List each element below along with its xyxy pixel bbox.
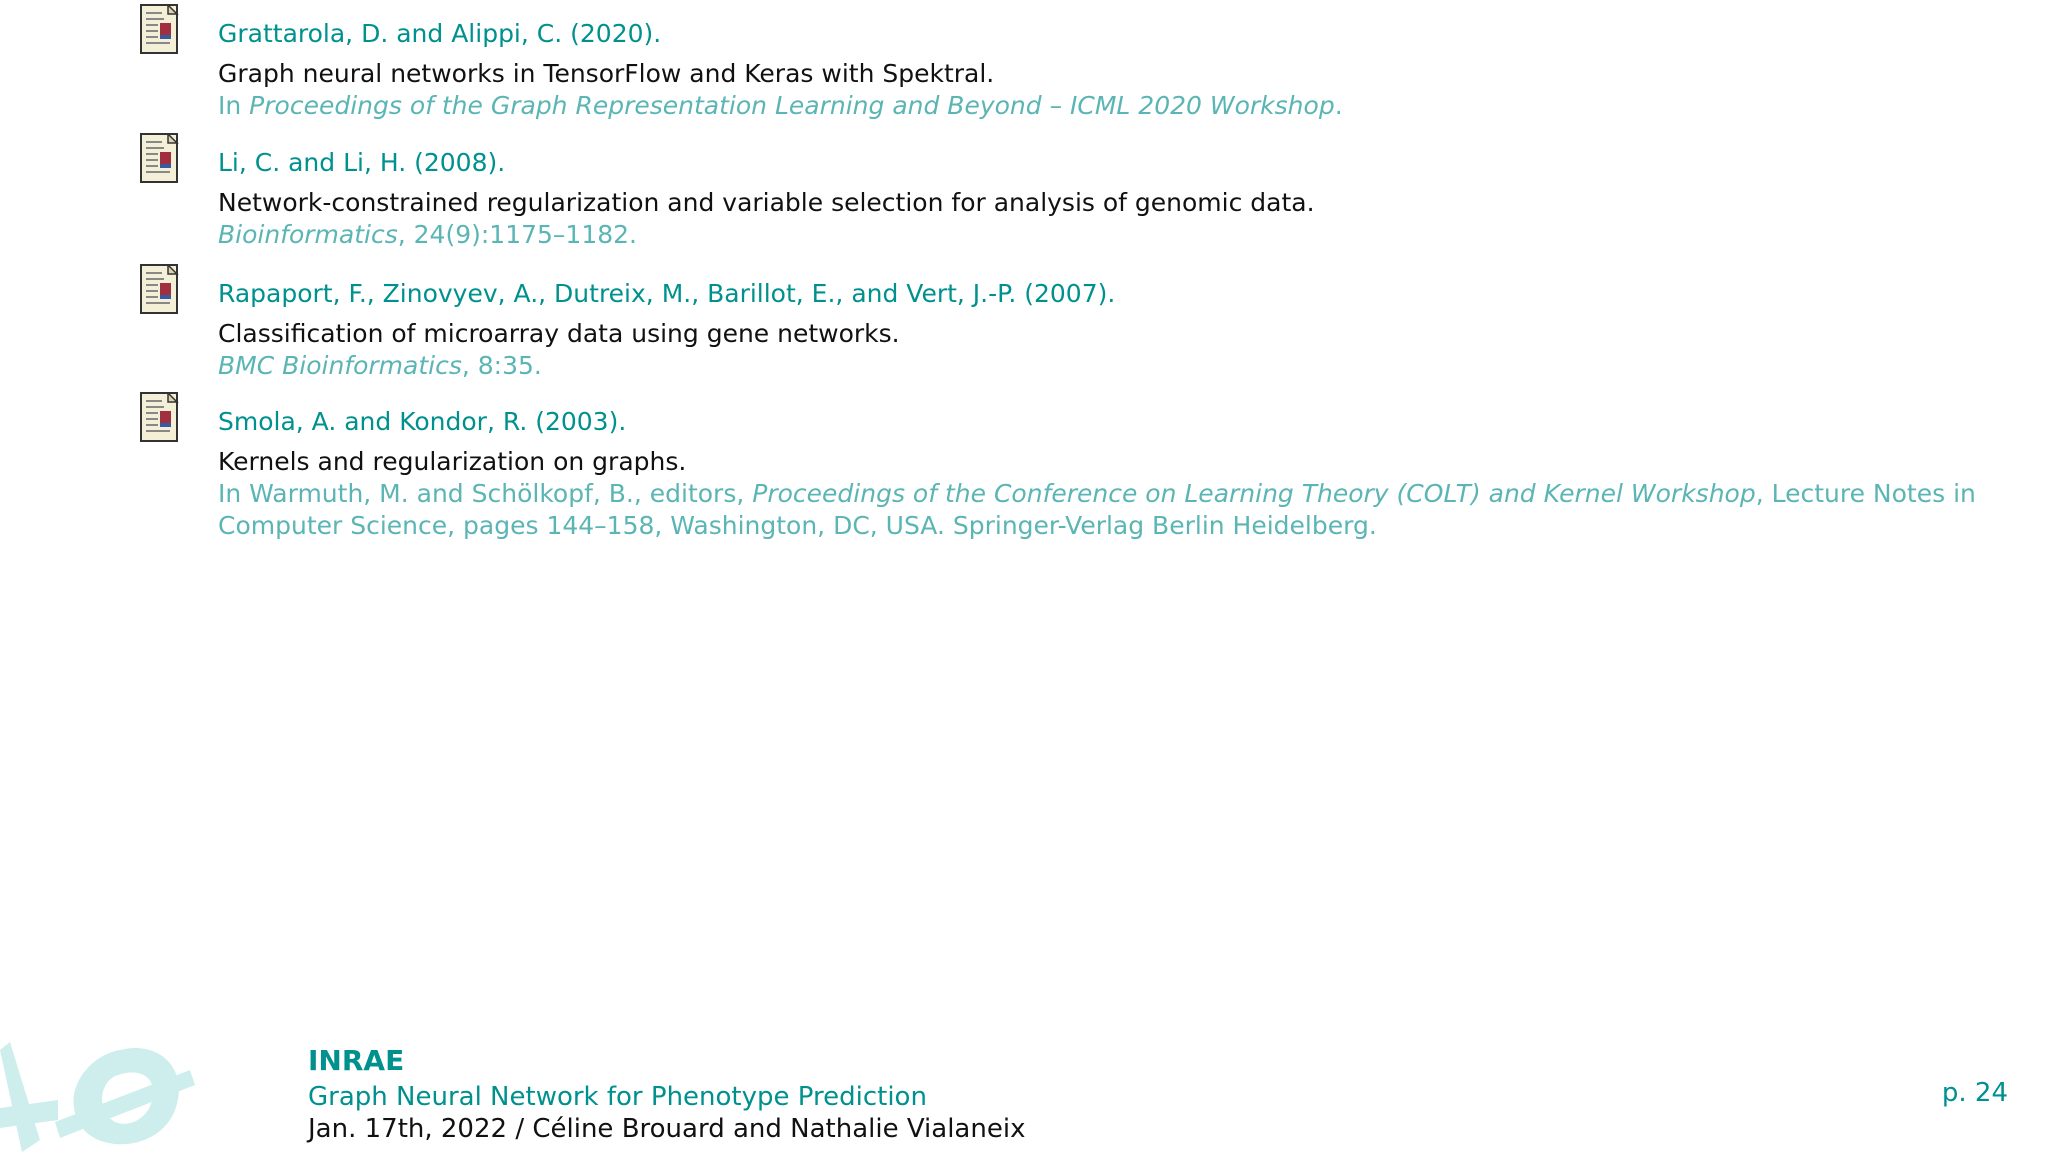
article-icon	[140, 4, 180, 56]
page-number: p. 24	[1941, 1078, 2008, 1108]
reference-title: Graph neural networks in TensorFlow and Keras with Spektral.	[218, 59, 995, 88]
venue-suffix: , 8:35.	[461, 351, 542, 380]
date-authors: Jan. 17th, 2022 / Céline Brouard and Nathalie Vialaneix	[308, 1114, 1026, 1144]
inrae-logo	[308, 1044, 408, 1076]
venue-suffix: .	[1334, 91, 1343, 120]
article-icon	[140, 264, 180, 316]
reference-authors: Li, C. and Li, H. (2008).	[218, 148, 506, 177]
venue-suffix: , Lecture Notes in Computer Science, pages 144–158, Washington, DC, USA. Springer-Verlag Berlin Heidelberg.	[218, 479, 1976, 540]
presentation-title: Graph Neural Network for Phenotype Prediction	[308, 1082, 927, 1112]
venue-suffix: , 24(9):1175–1182.	[397, 220, 637, 249]
inrae-logo-text: INRAE	[308, 1044, 405, 1076]
reference-venue	[218, 350, 1998, 382]
venue-italic: Bioinformatics	[218, 220, 398, 249]
reference-venue	[218, 219, 1998, 251]
reference-text	[218, 392, 1998, 542]
venue-italic: BMC Bioinformatics	[218, 351, 462, 380]
reference-text	[218, 264, 1998, 382]
reference-title: Kernels and regularization on graphs.	[218, 447, 687, 476]
reference-venue	[218, 90, 1998, 122]
reference-authors: Smola, A. and Kondor, R. (2003).	[218, 407, 627, 436]
reference-text	[218, 133, 1998, 251]
reference-authors: Rapaport, F., Zinovyev, A., Dutreix, M., Barillot, E., and Vert, J.-P. (2007).	[218, 279, 1116, 308]
venue-prefix: In	[218, 91, 250, 120]
reference-text	[218, 4, 1998, 122]
reference-venue	[218, 478, 1998, 542]
reference-title: Network-constrained regularization and variable selection for analysis of genomic data.	[218, 188, 1315, 217]
article-icon	[140, 392, 180, 444]
venue-italic: Proceedings of the Graph Representation Learning and Beyond – ICML 2020 Workshop	[249, 91, 1335, 120]
venue-italic: Proceedings of the Conference on Learning Theory (COLT) and Kernel Workshop	[752, 479, 1756, 508]
article-icon	[140, 133, 180, 185]
venue-prefix: In Warmuth, M. and Schölkopf, B., editors,	[218, 479, 753, 508]
inrae-watermark-logo	[0, 1030, 200, 1152]
reference-authors: Grattarola, D. and Alippi, C. (2020).	[218, 19, 662, 48]
reference-title: Classification of microarray data using gene networks.	[218, 319, 900, 348]
